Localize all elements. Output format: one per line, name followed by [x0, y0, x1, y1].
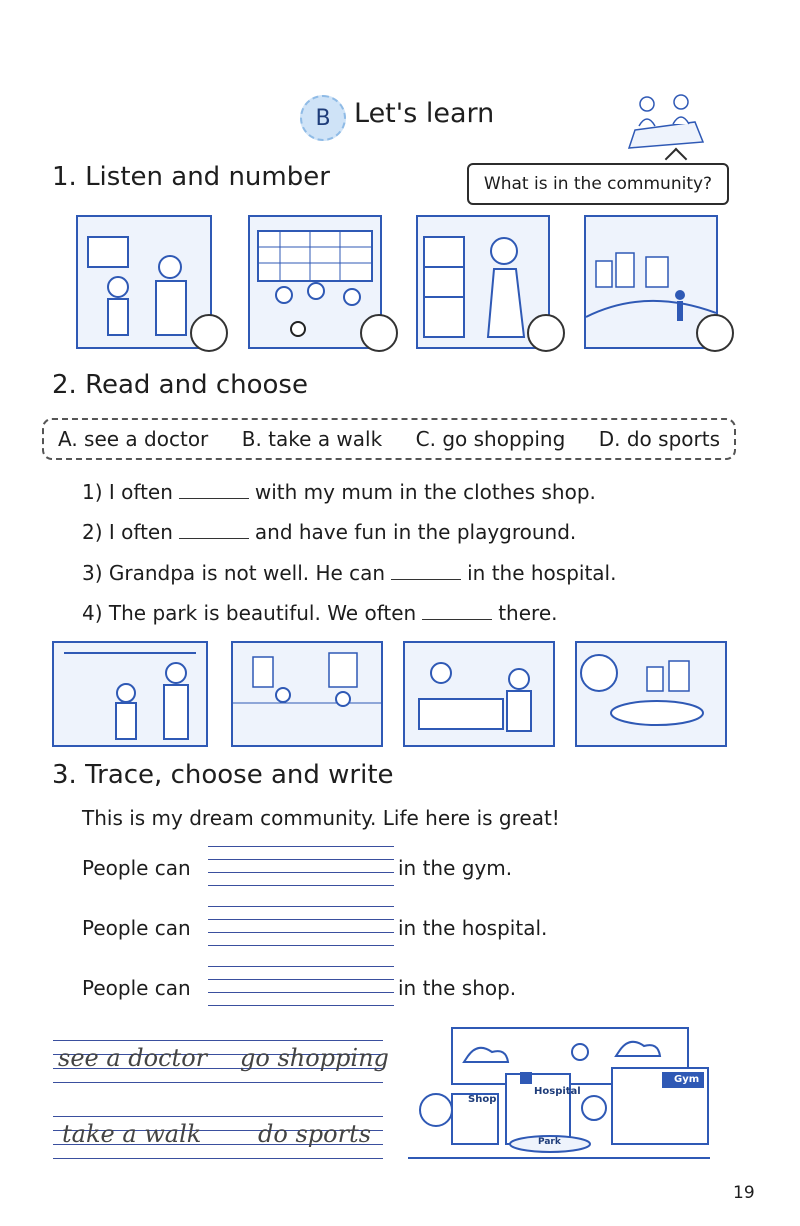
speech-bubble: What is in the community?	[467, 163, 729, 205]
row1-pre: People can	[82, 856, 191, 880]
sentence-3-pre: 3) Grandpa is not well. He can	[82, 561, 386, 585]
section3-title: 3. Trace, choose and write	[52, 760, 394, 790]
trace-line	[53, 1082, 383, 1083]
sentence-2-post: and have fun in the playground.	[254, 520, 577, 544]
section2-title: 2. Read and choose	[52, 370, 308, 400]
picture-playground	[231, 641, 383, 747]
community-illustration	[408, 1026, 710, 1160]
blank-1[interactable]	[179, 484, 249, 499]
sentence-2	[82, 520, 576, 544]
section-b-badge: B	[300, 95, 346, 141]
page-title: Let's learn	[354, 98, 495, 129]
blank-3[interactable]	[391, 565, 461, 580]
sentence-3-post: in the hospital.	[467, 561, 617, 585]
blank-4[interactable]	[422, 605, 492, 620]
trace-line	[53, 1040, 383, 1041]
answer-circle-4[interactable]	[696, 314, 734, 352]
section1-title: 1. Listen and number	[52, 162, 330, 192]
answer-circle-2[interactable]	[360, 314, 398, 352]
write-lines-1[interactable]	[208, 846, 394, 886]
picture-hospital-visit	[403, 641, 555, 747]
trace-word-go-shopping: go shopping	[240, 1044, 389, 1072]
option-b: B. take a walk	[241, 427, 383, 451]
row1-post: in the gym.	[398, 856, 513, 880]
sentence-4-pre: 4) The park is beautiful. We often	[82, 601, 417, 625]
hospital-sign: Hospital	[534, 1086, 581, 1097]
sentence-4	[82, 601, 558, 625]
trace-line	[53, 1116, 383, 1117]
row2-pre: People can	[82, 916, 191, 940]
sentence-4-post: there.	[498, 601, 558, 625]
row3-pre: People can	[82, 976, 191, 1000]
row2-post: in the hospital.	[398, 916, 548, 940]
blank-2[interactable]	[179, 524, 249, 539]
sentence-1	[82, 480, 596, 504]
answer-circle-3[interactable]	[527, 314, 565, 352]
picture-park	[575, 641, 727, 747]
write-lines-2[interactable]	[208, 906, 394, 946]
sentence-3	[82, 561, 616, 585]
option-c: C. go shopping	[415, 427, 566, 451]
trace-word-do-sports: do sports	[258, 1120, 372, 1148]
row3-post: in the shop.	[398, 976, 517, 1000]
trace-word-take-a-walk: take a walk	[62, 1120, 202, 1148]
shop-sign: Shop	[468, 1094, 497, 1105]
sentence-1-post: with my mum in the clothes shop.	[254, 480, 596, 504]
section3-intro: This is my dream community. Life here is great!	[82, 806, 560, 830]
answer-circle-1[interactable]	[190, 314, 228, 352]
write-lines-3[interactable]	[208, 966, 394, 1006]
trace-line	[53, 1158, 383, 1159]
options-box	[42, 418, 736, 460]
kids-map-illustration	[625, 92, 705, 150]
option-a: A. see a doctor	[58, 427, 209, 451]
park-sign: Park	[538, 1137, 561, 1147]
page-number: 19	[733, 1183, 755, 1203]
picture-clothes-shop	[52, 641, 208, 747]
trace-word-see-a-doctor: see a doctor	[58, 1044, 208, 1072]
option-d: D. do sports	[598, 427, 720, 451]
sentence-1-pre: 1) I often	[82, 480, 173, 504]
gym-sign: Gym	[674, 1074, 700, 1085]
sentence-2-pre: 2) I often	[82, 520, 173, 544]
